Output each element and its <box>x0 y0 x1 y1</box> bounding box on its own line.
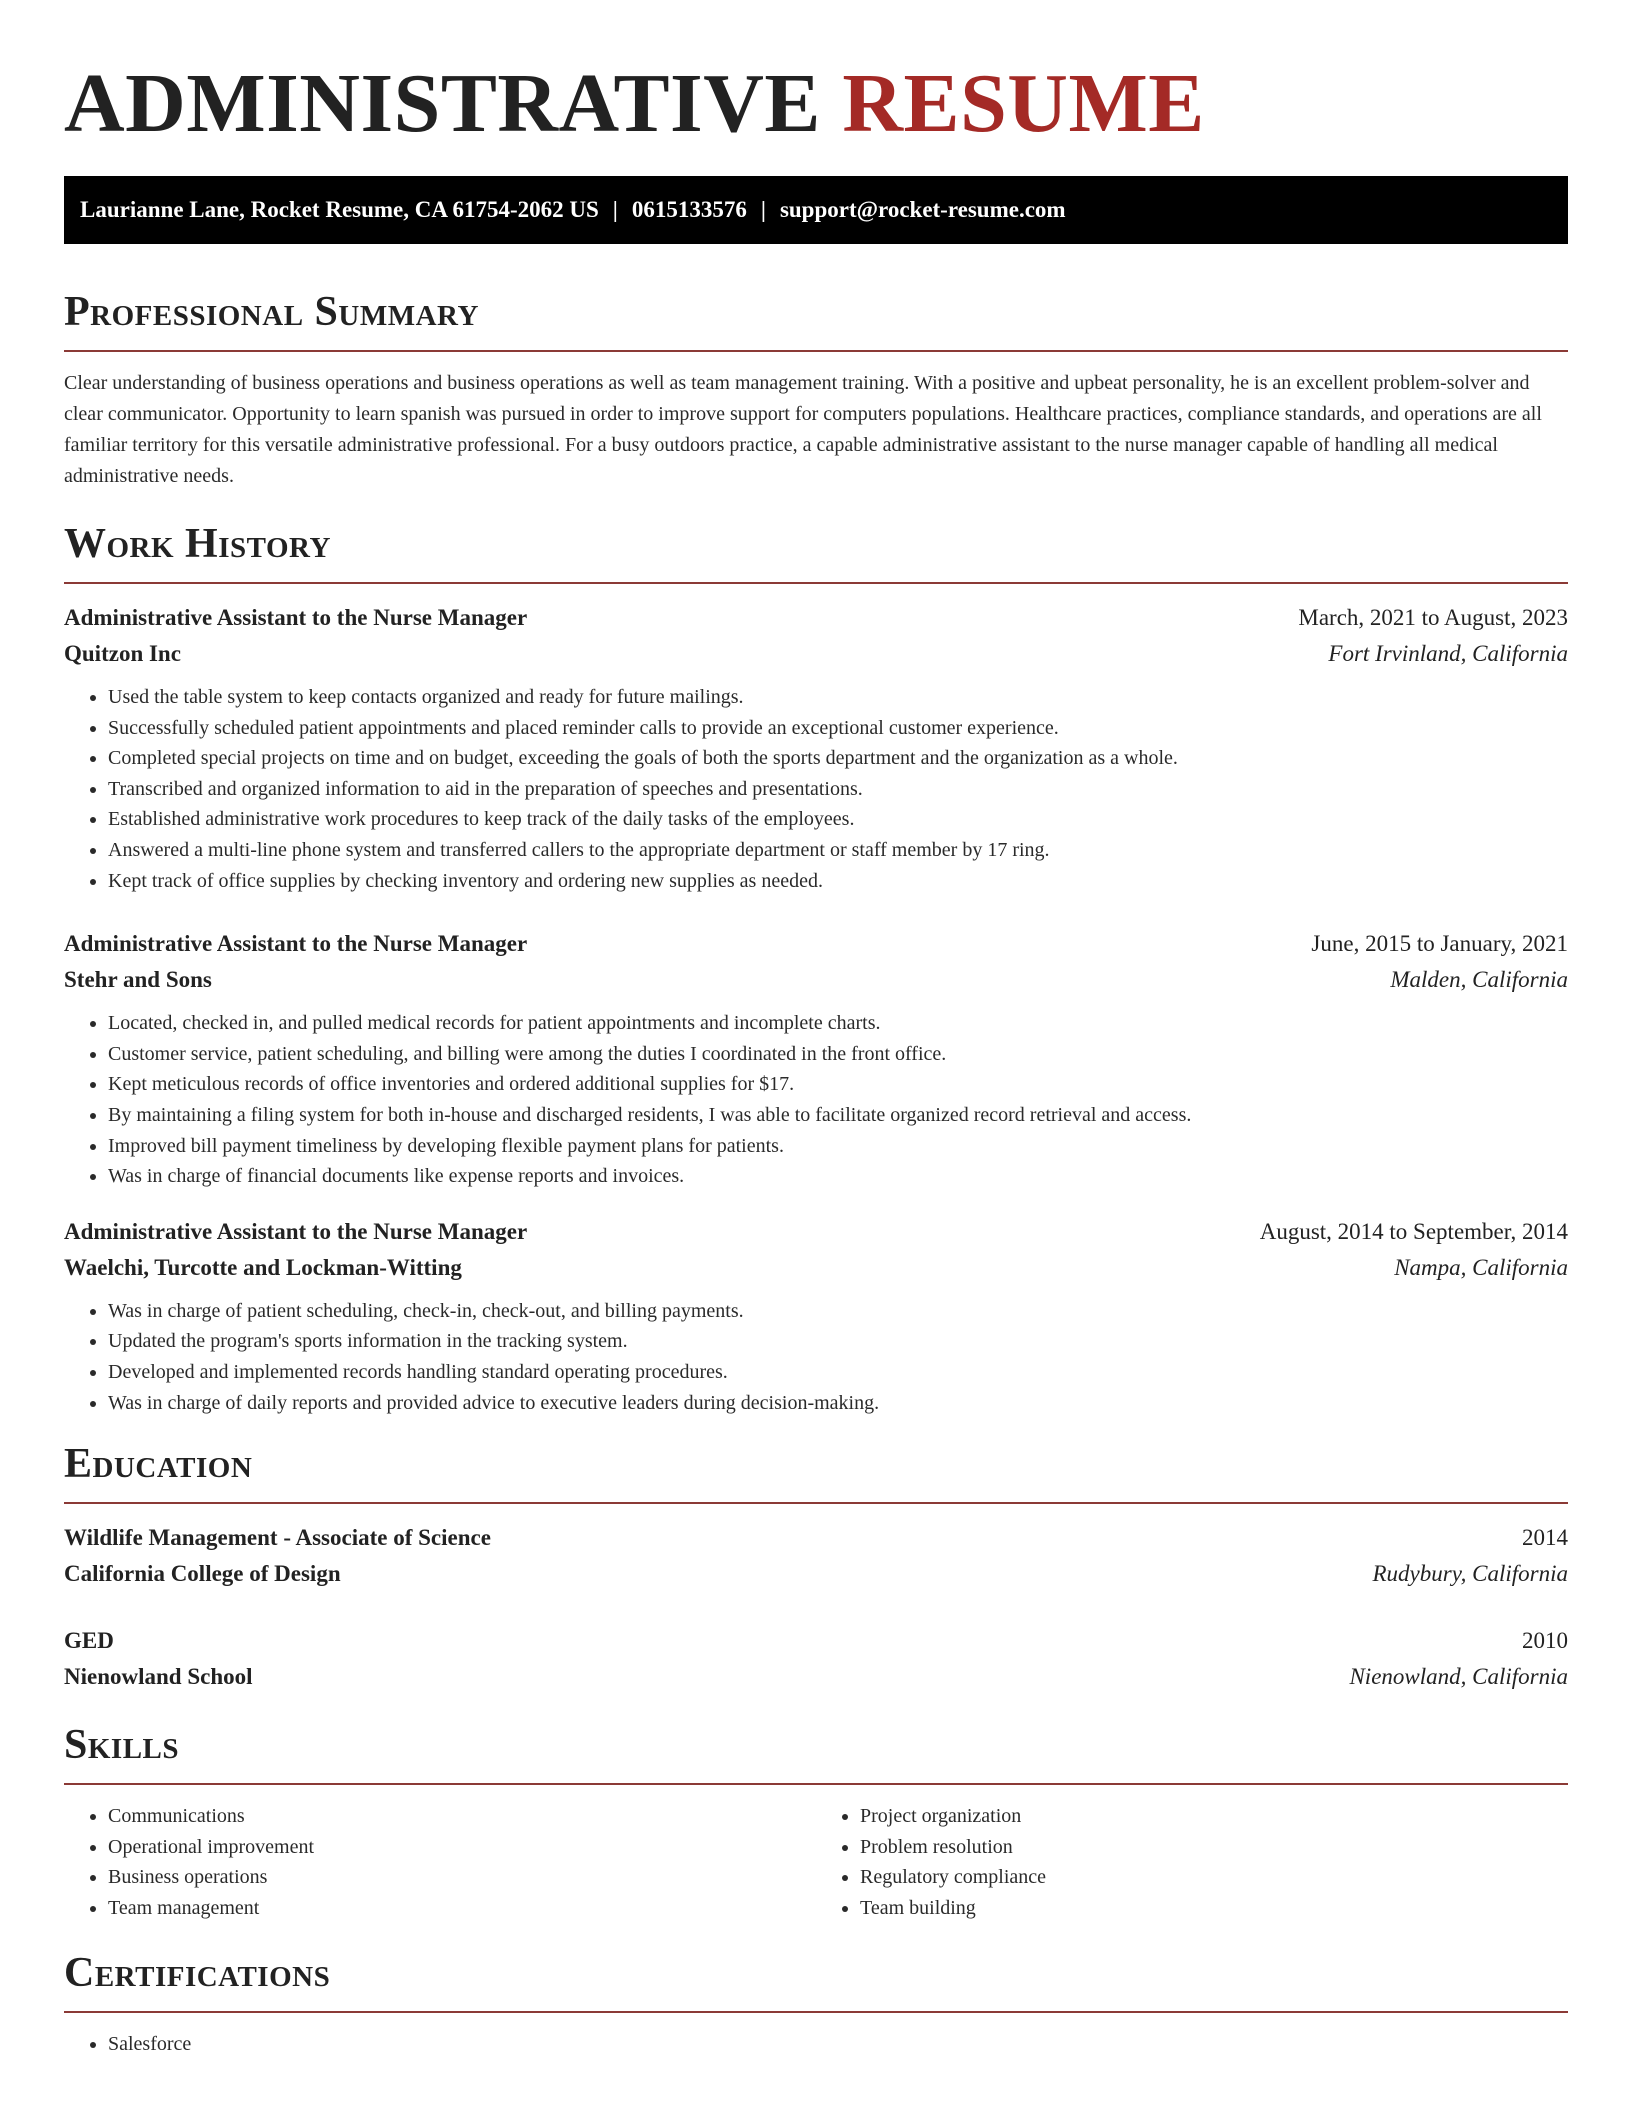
job-role: Administrative Assistant to the Nurse Manager <box>64 605 528 630</box>
list-item: • Team building <box>860 1893 1568 1924</box>
contact-bar <box>64 176 1568 244</box>
title-accent: RESUME <box>842 57 1205 150</box>
skills-list-left <box>64 1801 816 1923</box>
job-location: Nampa, California <box>1394 1254 1568 1280</box>
section-title-certifications: Certifications <box>64 1950 331 1997</box>
job-header-row <box>64 926 1568 962</box>
list-item: • Kept track of office supplies by checking inventory and ordering new supplies as needed. <box>108 866 1568 897</box>
contact-phone: 0615133576 <box>631 197 747 222</box>
education-degree-row <box>64 1623 1568 1659</box>
job-entry <box>64 600 1568 896</box>
skills-list-right <box>816 1801 1568 1923</box>
certifications-list <box>64 2029 1568 2060</box>
skills-section <box>64 1721 1568 1923</box>
contact-separator: | <box>760 197 766 222</box>
list-item: • Team management <box>108 1893 816 1924</box>
list-item: • Located, checked in, and pulled medical records for patient appointments and incomplete charts. <box>108 1008 1568 1039</box>
list-item: • Business operations <box>108 1862 816 1893</box>
section-divider <box>64 1783 1568 1785</box>
list-item: • Project organization <box>860 1801 1568 1832</box>
job-duties-list <box>64 682 1568 896</box>
education-location: Nienowland, California <box>1349 1664 1568 1690</box>
list-item: • Problem resolution <box>860 1832 1568 1863</box>
list-item: • By maintaining a filing system for both in-house and discharged residents, I was able to facilitate organized record retrieval and access. <box>108 1100 1568 1131</box>
list-item: • Salesforce <box>108 2029 1568 2060</box>
title-main: ADMINISTRATIVE <box>64 57 821 150</box>
list-item: • Established administrative work procedures to keep track of the daily tasks of the employees. <box>108 804 1568 835</box>
education-entry <box>64 1520 1568 1592</box>
list-item: • Answered a multi-line phone system and transferred callers to the appropriate department or staff member by 17 ring. <box>108 835 1568 866</box>
resume-title <box>64 57 1568 150</box>
list-item: • Developed and implemented records handling standard operating procedures. <box>108 1357 1568 1388</box>
contact-email: support@rocket-resume.com <box>779 197 1066 222</box>
job-company: Quitzon Inc <box>64 641 181 666</box>
education-school: California College of Design <box>64 1561 341 1587</box>
list-item: • Customer service, patient scheduling, and billing were among the duties I coordinated in the front office. <box>108 1039 1568 1070</box>
list-item: • Transcribed and organized information to aid in the preparation of speeches and presentations. <box>108 774 1568 805</box>
list-item: • Improved bill payment timeliness by developing flexible payment plans for patients. <box>108 1131 1568 1162</box>
summary-text: Clear understanding of business operations and business operations as well as team management training. With a positive and upbeat personality, he is an excellent problem-solver and clear communicator. Opportunity to learn spanish was pursued in order to improve support for computers populations. Healthcare practices, compliance standards, and operations are all familiar territory for this versatile administrative professional. For a busy outdoors practice, a capable administrative assistant to the nurse manager capable of handling all medical administrative needs. <box>64 372 1542 487</box>
job-company: Stehr and Sons <box>64 967 212 993</box>
education-degree-row <box>64 1520 1568 1556</box>
job-entry <box>64 926 1568 1192</box>
resume-content <box>64 57 1568 2060</box>
job-header-row <box>64 600 1568 636</box>
job-header-row <box>64 1214 1568 1250</box>
job-duties-list <box>64 1008 1568 1192</box>
list-item: • Updated the program's sports information in the tracking system. <box>108 1326 1568 1357</box>
education-section <box>64 1440 1568 1695</box>
job-entry <box>64 1214 1568 1418</box>
job-company-row <box>64 962 1568 998</box>
list-item: • Was in charge of patient scheduling, check-in, check-out, and billing payments. <box>108 1296 1568 1327</box>
job-duties-list <box>64 1296 1568 1418</box>
list-item: • Operational improvement <box>108 1832 816 1863</box>
section-title-skills: Skills <box>64 1722 180 1769</box>
education-school-row <box>64 1659 1568 1695</box>
job-location: Malden, California <box>1390 967 1568 993</box>
job-role: Administrative Assistant to the Nurse Manager <box>64 1218 528 1244</box>
skills-grid <box>64 1801 1568 1923</box>
education-location: Rudybury, California <box>1372 1561 1568 1587</box>
list-item: • Used the table system to keep contacts organized and ready for future mailings. <box>108 682 1568 713</box>
job-dates: March, 2021 to August, 2023 <box>1298 605 1568 630</box>
list-item: • Communications <box>108 1801 816 1832</box>
summary-section <box>64 288 1568 492</box>
education-degree: Wildlife Management - Associate of Science <box>64 1525 491 1551</box>
education-school-row <box>64 1556 1568 1592</box>
education-entry <box>64 1623 1568 1695</box>
section-divider <box>64 1502 1568 1504</box>
job-role: Administrative Assistant to the Nurse Manager <box>64 931 528 957</box>
job-company: Waelchi, Turcotte and Lockman-Witting <box>64 1254 462 1280</box>
section-title-education: Education <box>64 1441 253 1488</box>
section-divider <box>64 582 1568 584</box>
contact-address: Laurianne Lane, Rocket Resume, CA 61754-2062 US <box>80 197 599 222</box>
education-school: Nienowland School <box>64 1664 253 1690</box>
job-company-row <box>64 636 1568 672</box>
list-item: • Was in charge of financial documents like expense reports and invoices. <box>108 1161 1568 1192</box>
list-item: • Successfully scheduled patient appointments and placed reminder calls to provide an exceptional customer experience. <box>108 713 1568 744</box>
list-item: • Was in charge of daily reports and provided advice to executive leaders during decision-making. <box>108 1388 1568 1419</box>
work-history-section <box>64 520 1568 1418</box>
education-degree: GED <box>64 1628 114 1654</box>
list-item: • Completed special projects on time and on budget, exceeding the goals of both the sports department and the organization as a whole. <box>108 743 1568 774</box>
job-dates: August, 2014 to September, 2014 <box>1259 1218 1568 1244</box>
section-divider <box>64 2011 1568 2013</box>
education-year: 2014 <box>1522 1525 1568 1551</box>
certifications-section <box>64 1949 1568 2060</box>
list-item: • Regulatory compliance <box>860 1862 1568 1893</box>
job-dates: June, 2015 to January, 2021 <box>1311 931 1568 957</box>
education-year: 2010 <box>1522 1628 1568 1654</box>
job-location: Fort Irvinland, California <box>1328 641 1568 666</box>
section-title-work: Work History <box>64 521 331 567</box>
contact-separator: | <box>612 197 618 222</box>
section-divider <box>64 350 1568 352</box>
section-title-summary: Professional Summary <box>64 289 479 335</box>
list-item: • Kept meticulous records of office inventories and ordered additional supplies for $17. <box>108 1069 1568 1100</box>
job-company-row <box>64 1250 1568 1286</box>
